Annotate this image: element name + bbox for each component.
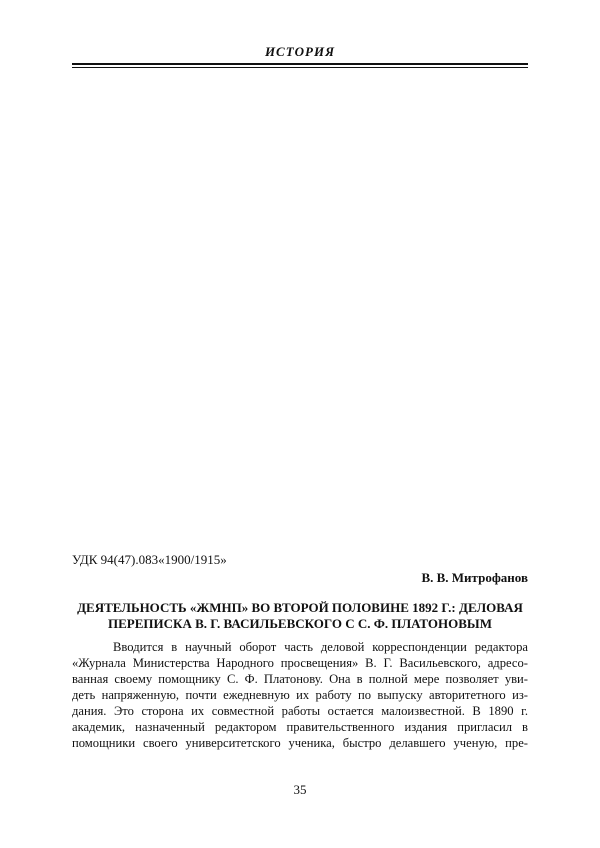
- abstract-line: «Журнала Министерства Народного просвещения» В. Г. Васильевского, адресо-: [72, 656, 528, 670]
- header-rule-thin: [72, 67, 528, 68]
- section-header: ИСТОРИЯ: [264, 44, 336, 59]
- abstract-line: деть напряженную, почти ежедневную их работу по выпуску авторитетного из-: [72, 688, 528, 702]
- title-line: ДЕЯТЕЛЬНОСТЬ «ЖМНП» ВО ВТОРОЙ ПОЛОВИНЕ 1892 Г.: ДЕЛОВАЯ: [77, 600, 523, 615]
- abstract-line: дания. Это сторона их совместной работы остается малоизвестной. В 1890 г.: [72, 704, 528, 718]
- header-rule-thick: [72, 63, 528, 65]
- author-name: В. В. Митрофанов: [421, 570, 528, 585]
- abstract-line: помощники своего университетского ученика, быстро делавшего ученую, пре-: [72, 736, 528, 750]
- abstract: [72, 639, 528, 751]
- abstract-line: ванная своему помощнику С. Ф. Платонову. Она в полной мере позволяет уви-: [72, 672, 528, 686]
- title-line: ПЕРЕПИСКА В. Г. ВАСИЛЬЕВСКОГО С С. Ф. ПЛАТОНОВЫМ: [108, 616, 492, 631]
- abstract-line: Вводится в научный оборот часть деловой корреспонденции редактора: [113, 640, 528, 654]
- abstract-line: академик, назначенный редактором правительственного издания пригласил в: [72, 720, 528, 734]
- page-number: 35: [293, 782, 307, 797]
- article-title: [72, 600, 528, 632]
- udk-code: УДК 94(47).083«1900/1915»: [72, 552, 227, 567]
